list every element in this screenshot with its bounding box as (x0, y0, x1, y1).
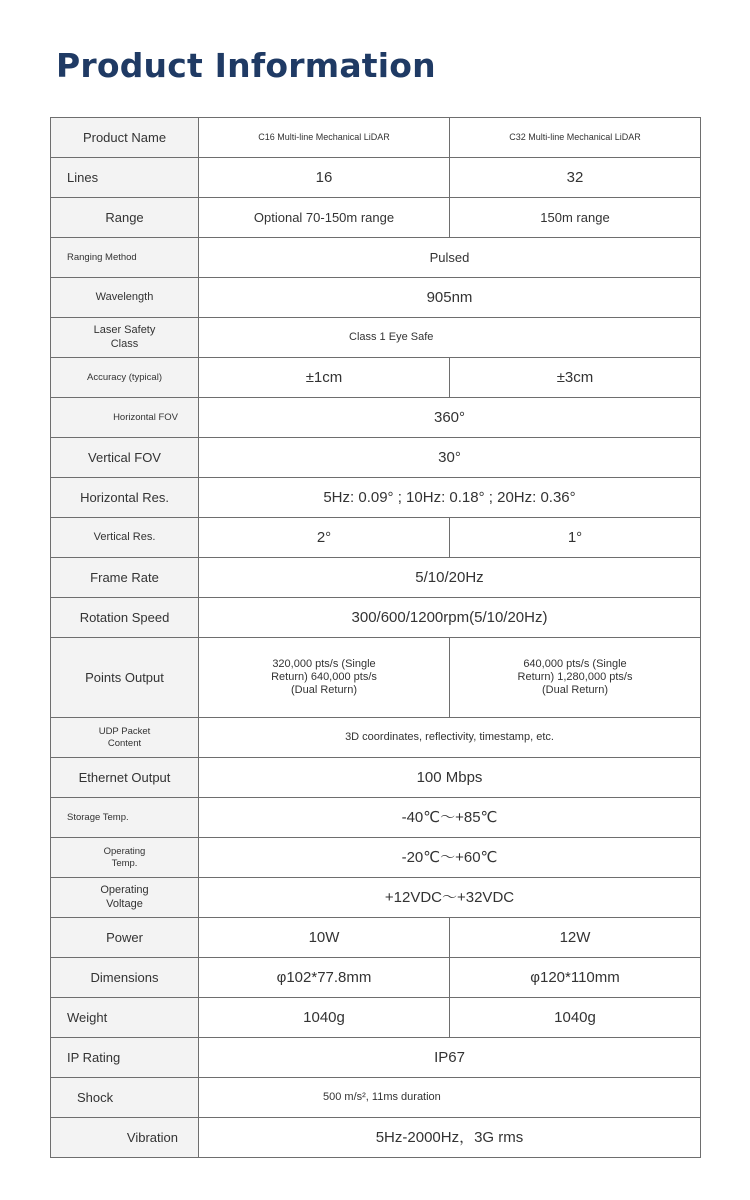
shared-value: -20℃～+60℃ (199, 838, 701, 878)
row-label: IP Rating (51, 1038, 199, 1078)
c16-value: 10W (199, 918, 450, 958)
row-label: Storage Temp. (51, 798, 199, 838)
table-row (51, 198, 701, 238)
row-label: Ethernet Output (51, 758, 199, 798)
table-row (51, 358, 701, 398)
table-row (51, 438, 701, 478)
c16-value: ±1cm (199, 358, 450, 398)
row-label: Wavelength (51, 278, 199, 318)
table-row (51, 158, 701, 198)
row-label-text: Operating Temp. (103, 846, 146, 869)
shared-value: 300/600/1200rpm(5/10/20Hz) (199, 598, 701, 638)
shared-value: 500 m/s², 11ms duration (199, 1078, 701, 1118)
table-row (51, 1118, 701, 1158)
row-label (51, 838, 199, 878)
shared-value: 30° (199, 438, 701, 478)
shared-value: 360° (199, 398, 701, 438)
row-label: Weight (51, 998, 199, 1038)
row-label: Ranging Method (51, 238, 199, 278)
row-label-text: UDP Packet Content (98, 726, 151, 749)
shared-value: -40℃～+85℃ (199, 798, 701, 838)
c32-value: C32 Multi-line Mechanical LiDAR (450, 118, 701, 158)
table-row (51, 478, 701, 518)
table-row (51, 798, 701, 838)
table-row (51, 878, 701, 918)
row-label (51, 878, 199, 918)
shared-value: 5Hz: 0.09° ; 10Hz: 0.18° ; 20Hz: 0.36° (199, 478, 701, 518)
table-row (51, 958, 701, 998)
c32-value: φ120*110mm (450, 958, 701, 998)
row-label: Shock (51, 1078, 199, 1118)
row-label: Horizontal FOV (51, 398, 199, 438)
table-row (51, 118, 701, 158)
c32-value (450, 638, 701, 718)
row-label: Vibration (51, 1118, 199, 1158)
shared-value: Class 1 Eye Safe (199, 318, 701, 358)
table-row (51, 918, 701, 958)
table-row (51, 1038, 701, 1078)
table-row (51, 638, 701, 718)
table-row (51, 518, 701, 558)
table-row (51, 558, 701, 598)
row-label: Vertical Res. (51, 518, 199, 558)
row-label: Points Output (51, 638, 199, 718)
c16-value: 1040g (199, 998, 450, 1038)
shared-value: 5/10/20Hz (199, 558, 701, 598)
c32-value: 12W (450, 918, 701, 958)
row-label: Range (51, 198, 199, 238)
row-label: Frame Rate (51, 558, 199, 598)
page-title: Product Information (56, 46, 436, 85)
row-label: Power (51, 918, 199, 958)
c16-value (199, 638, 450, 718)
table-row (51, 318, 701, 358)
c16-value-text: 320,000 pts/s (Single Return) 640,000 pts/s (Dual Return) (271, 657, 377, 697)
table-row (51, 838, 701, 878)
row-label: Lines (51, 158, 199, 198)
c16-value: 2° (199, 518, 450, 558)
row-label (51, 318, 199, 358)
table-row (51, 1078, 701, 1118)
c32-value: 1° (450, 518, 701, 558)
row-label: Dimensions (51, 958, 199, 998)
shared-value: 905nm (199, 278, 701, 318)
row-label-text: Operating Voltage (100, 884, 149, 910)
c32-value-text: 640,000 pts/s (Single Return) 1,280,000 pts/s (Dual Return) (517, 657, 633, 697)
spec-table (50, 117, 701, 1158)
row-label: Vertical FOV (51, 438, 199, 478)
c32-value: 32 (450, 158, 701, 198)
row-label (51, 718, 199, 758)
table-row (51, 398, 701, 438)
shared-value: IP67 (199, 1038, 701, 1078)
table-row (51, 718, 701, 758)
shared-value: 100 Mbps (199, 758, 701, 798)
c16-value: φ102*77.8mm (199, 958, 450, 998)
row-label-text: Laser Safety Class (93, 324, 156, 350)
table-row (51, 998, 701, 1038)
c16-value: C16 Multi-line Mechanical LiDAR (199, 118, 450, 158)
table-row (51, 238, 701, 278)
c16-value: 16 (199, 158, 450, 198)
c16-value: Optional 70-150m range (199, 198, 450, 238)
shared-value: Pulsed (199, 238, 701, 278)
c32-value: 1040g (450, 998, 701, 1038)
c32-value: 150m range (450, 198, 701, 238)
shared-value: 3D coordinates, reflectivity, timestamp, etc. (199, 718, 701, 758)
row-label: Accuracy (typical) (51, 358, 199, 398)
row-label: Horizontal Res. (51, 478, 199, 518)
shared-value: +12VDC～+32VDC (199, 878, 701, 918)
table-row (51, 598, 701, 638)
row-label: Rotation Speed (51, 598, 199, 638)
row-label: Product Name (51, 118, 199, 158)
table-row (51, 758, 701, 798)
table-row (51, 278, 701, 318)
shared-value: 5Hz-2000Hz，3G rms (199, 1118, 701, 1158)
c32-value: ±3cm (450, 358, 701, 398)
